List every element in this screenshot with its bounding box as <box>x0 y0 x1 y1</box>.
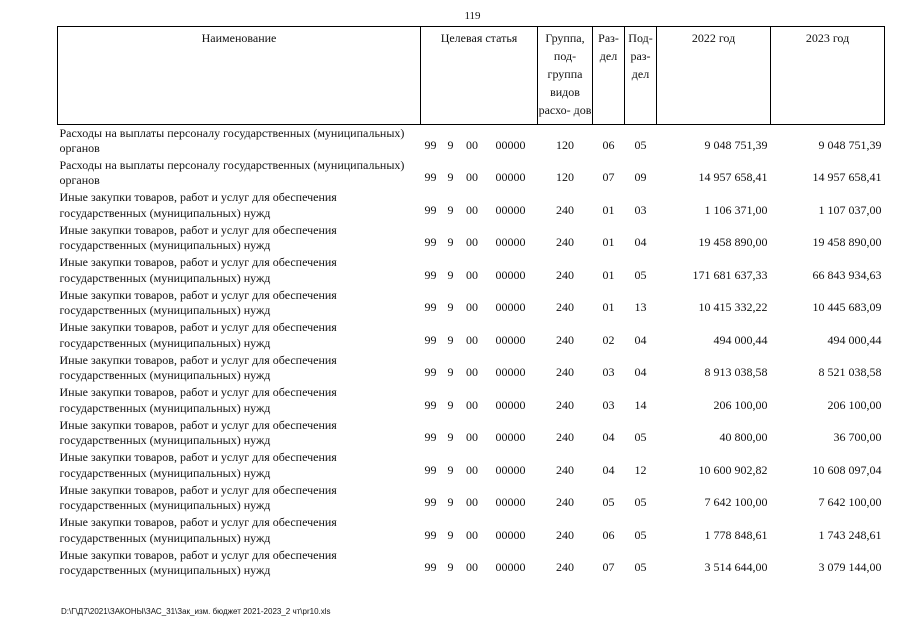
page-number: 119 <box>464 10 481 22</box>
amount-2022: 7 642 100,00 <box>704 495 768 510</box>
target-code-4: 00000 <box>495 235 526 250</box>
razdel: 07 <box>602 560 615 575</box>
razdel: 04 <box>602 430 615 445</box>
target-code-1: 99 <box>424 332 437 347</box>
target-code-1: 99 <box>424 560 437 575</box>
row-name: Иные закупки товаров, работ и услуг для обеспечения государственных (муниципальных) нужд <box>59 547 337 578</box>
target-code-1: 99 <box>424 202 437 217</box>
table-row <box>58 547 885 580</box>
amount-2023: 66 843 934,63 <box>812 267 882 282</box>
amount-2023: 36 700,00 <box>833 430 882 445</box>
podrazdel: 12 <box>634 462 647 477</box>
amount-2023: 7 642 100,00 <box>818 495 882 510</box>
podrazdel: 13 <box>634 300 647 315</box>
header-razdel: Раз- дел <box>593 27 625 125</box>
row-name: Иные закупки товаров, работ и услуг для обеспечения государственных (муниципальных) нужд <box>59 417 337 448</box>
expense-group: 120 <box>556 170 575 185</box>
header-target-article: Целевая статья <box>421 27 538 125</box>
target-code-3: 00 <box>466 397 478 412</box>
footer-file-path: D:\Г\Д7\2021\ЗАКОНЫ\ЗАС_31\Зак_изм. бюджет 2021-2023_2 чт\pr10.xls <box>61 607 331 616</box>
amount-2023: 3 079 144,00 <box>818 560 882 575</box>
amount-2022: 10 415 332,22 <box>698 300 768 315</box>
target-code-4: 00000 <box>495 397 526 412</box>
target-code-4: 00000 <box>495 202 526 217</box>
row-name: Иные закупки товаров, работ и услуг для обеспечения государственных (муниципальных) нужд <box>59 320 337 350</box>
expense-group: 240 <box>556 495 575 510</box>
target-code-3: 00 <box>466 267 478 282</box>
target-code-1: 99 <box>424 462 437 477</box>
target-code-4: 00000 <box>495 365 526 380</box>
amount-2022: 9 048 751,39 <box>704 138 768 152</box>
target-code-4: 00000 <box>495 495 526 510</box>
target-code-2: 9 <box>447 267 454 282</box>
podrazdel: 14 <box>634 397 647 412</box>
table-row <box>58 255 885 288</box>
amount-2023: 14 957 658,41 <box>812 170 882 185</box>
target-code-3: 00 <box>466 235 478 250</box>
target-code-2: 9 <box>447 527 454 542</box>
target-code-3: 00 <box>466 560 478 575</box>
target-code-1: 99 <box>424 527 437 542</box>
header-podrazdel: Под- раз- дел <box>625 27 657 125</box>
target-code-3: 00 <box>466 332 478 347</box>
target-code-4: 00000 <box>495 462 526 477</box>
amount-2022: 206 100,00 <box>713 397 768 412</box>
row-name: Иные закупки товаров, работ и услуг для обеспечения государственных (муниципальных) нужд <box>59 255 337 285</box>
expense-group: 240 <box>556 560 575 575</box>
razdel: 01 <box>602 235 615 250</box>
target-code-4: 00000 <box>495 527 526 542</box>
row-name: Иные закупки товаров, работ и услуг для обеспечения государственных (муниципальных) нужд <box>59 352 337 383</box>
podrazdel: 05 <box>634 495 647 510</box>
target-code-4: 00000 <box>495 430 526 445</box>
header-group: Группа, под- группа видов расхо- дов <box>538 27 593 125</box>
target-code-4: 00000 <box>495 267 526 282</box>
target-code-2: 9 <box>447 332 454 347</box>
target-code-3: 00 <box>466 527 478 542</box>
target-code-1: 99 <box>424 170 437 185</box>
target-code-3: 00 <box>466 300 478 315</box>
amount-2023: 19 458 890,00 <box>812 235 882 250</box>
target-code-4: 00000 <box>495 300 526 315</box>
podrazdel: 05 <box>634 138 647 152</box>
razdel: 07 <box>602 170 615 185</box>
table-row <box>58 417 885 450</box>
razdel: 05 <box>602 495 615 510</box>
target-code-1: 99 <box>424 495 437 510</box>
razdel: 06 <box>602 527 615 542</box>
podrazdel: 09 <box>634 170 647 185</box>
target-code-3: 00 <box>466 495 478 510</box>
row-name: Иные закупки товаров, работ и услуг для обеспечения государственных (муниципальных) нужд <box>59 222 337 253</box>
table-header <box>58 27 885 125</box>
row-name: Иные закупки товаров, работ и услуг для обеспечения государственных (муниципальных) нужд <box>59 287 337 318</box>
row-name: Иные закупки товаров, работ и услуг для обеспечения государственных (муниципальных) нужд <box>59 450 337 480</box>
amount-2023: 206 100,00 <box>827 397 882 412</box>
amount-2022: 1 778 848,61 <box>704 527 768 542</box>
podrazdel: 04 <box>634 365 647 380</box>
target-code-3: 00 <box>466 462 478 477</box>
table-row <box>58 515 885 548</box>
amount-2022: 40 800,00 <box>719 430 768 445</box>
amount-2022: 1 106 371,00 <box>704 202 768 217</box>
amount-2022: 14 957 658,41 <box>698 170 768 185</box>
amount-2023: 10 445 683,09 <box>812 300 882 315</box>
razdel: 03 <box>602 397 615 412</box>
amount-2023: 494 000,44 <box>827 332 882 347</box>
row-name: Иные закупки товаров, работ и услуг для обеспечения государственных (муниципальных) нужд <box>59 385 337 415</box>
row-name: Иные закупки товаров, работ и услуг для обеспечения государственных (муниципальных) нужд <box>59 482 337 513</box>
expense-group: 240 <box>556 397 575 412</box>
table-row <box>58 352 885 385</box>
header-year-2023: 2023 год <box>771 27 885 125</box>
target-code-1: 99 <box>424 300 437 315</box>
table-row <box>58 222 885 255</box>
target-code-3: 00 <box>466 170 478 185</box>
target-code-3: 00 <box>466 138 478 152</box>
target-code-2: 9 <box>447 138 454 152</box>
target-code-2: 9 <box>447 235 454 250</box>
razdel: 01 <box>602 267 615 282</box>
target-code-2: 9 <box>447 300 454 315</box>
expense-group: 240 <box>556 332 575 347</box>
amount-2023: 9 048 751,39 <box>818 138 882 152</box>
expense-group: 240 <box>556 202 575 217</box>
target-code-1: 99 <box>424 235 437 250</box>
table-row <box>58 482 885 515</box>
razdel: 03 <box>602 365 615 380</box>
table-row <box>58 450 885 483</box>
amount-2022: 10 600 902,82 <box>698 462 768 477</box>
header-name: Наименование <box>58 27 421 125</box>
target-code-2: 9 <box>447 462 454 477</box>
target-code-2: 9 <box>447 365 454 380</box>
expense-group: 240 <box>556 300 575 315</box>
target-code-1: 99 <box>424 267 437 282</box>
target-code-2: 9 <box>447 170 454 185</box>
target-code-2: 9 <box>447 430 454 445</box>
amount-2023: 10 608 097,04 <box>812 462 882 477</box>
target-code-4: 00000 <box>495 138 526 152</box>
razdel: 01 <box>602 300 615 315</box>
target-code-1: 99 <box>424 430 437 445</box>
target-code-1: 99 <box>424 397 437 412</box>
target-code-2: 9 <box>447 202 454 217</box>
amount-2022: 3 514 644,00 <box>704 560 768 575</box>
row-name: Иные закупки товаров, работ и услуг для обеспечения государственных (муниципальных) нужд <box>59 515 337 545</box>
target-code-2: 9 <box>447 397 454 412</box>
amount-2022: 19 458 890,00 <box>698 235 768 250</box>
row-name: Расходы на выплаты персоналу государственных (муниципальных) органов <box>59 125 405 155</box>
podrazdel: 05 <box>634 527 647 542</box>
expense-group: 240 <box>556 267 575 282</box>
target-code-3: 00 <box>466 365 478 380</box>
podrazdel: 04 <box>634 235 647 250</box>
expense-group: 240 <box>556 462 575 477</box>
target-code-4: 00000 <box>495 332 526 347</box>
podrazdel: 03 <box>634 202 647 217</box>
razdel: 04 <box>602 462 615 477</box>
table-row <box>58 287 885 320</box>
row-name: Иные закупки товаров, работ и услуг для обеспечения государственных (муниципальных) нужд <box>59 190 337 220</box>
expense-group: 120 <box>556 138 575 152</box>
header-year-2022: 2022 год <box>657 27 771 125</box>
amount-2022: 171 681 637,33 <box>692 267 768 282</box>
table-row <box>58 157 885 190</box>
amount-2023: 8 521 038,58 <box>818 365 882 380</box>
amount-2023: 1 107 037,00 <box>818 202 882 217</box>
amount-2022: 494 000,44 <box>713 332 768 347</box>
table-row <box>58 320 885 353</box>
expense-group: 240 <box>556 365 575 380</box>
razdel: 06 <box>602 138 615 152</box>
target-code-4: 00000 <box>495 170 526 185</box>
target-code-2: 9 <box>447 560 454 575</box>
table-body <box>58 125 885 580</box>
expense-group: 240 <box>556 527 575 542</box>
budget-table <box>57 26 885 580</box>
podrazdel: 05 <box>634 267 647 282</box>
target-code-1: 99 <box>424 138 437 152</box>
row-name: Расходы на выплаты персоналу государственных (муниципальных) органов <box>59 157 405 188</box>
target-code-1: 99 <box>424 365 437 380</box>
target-code-2: 9 <box>447 495 454 510</box>
table-row <box>58 190 885 223</box>
razdel: 02 <box>602 332 615 347</box>
table-row <box>58 125 885 158</box>
podrazdel: 04 <box>634 332 647 347</box>
table-row <box>58 385 885 418</box>
amount-2022: 8 913 038,58 <box>704 365 768 380</box>
podrazdel: 05 <box>634 560 647 575</box>
podrazdel: 05 <box>634 430 647 445</box>
expense-group: 240 <box>556 430 575 445</box>
target-code-4: 00000 <box>495 560 526 575</box>
expense-group: 240 <box>556 235 575 250</box>
target-code-3: 00 <box>466 202 478 217</box>
budget-table-container <box>57 26 884 580</box>
target-code-3: 00 <box>466 430 478 445</box>
amount-2023: 1 743 248,61 <box>818 527 882 542</box>
razdel: 01 <box>602 202 615 217</box>
